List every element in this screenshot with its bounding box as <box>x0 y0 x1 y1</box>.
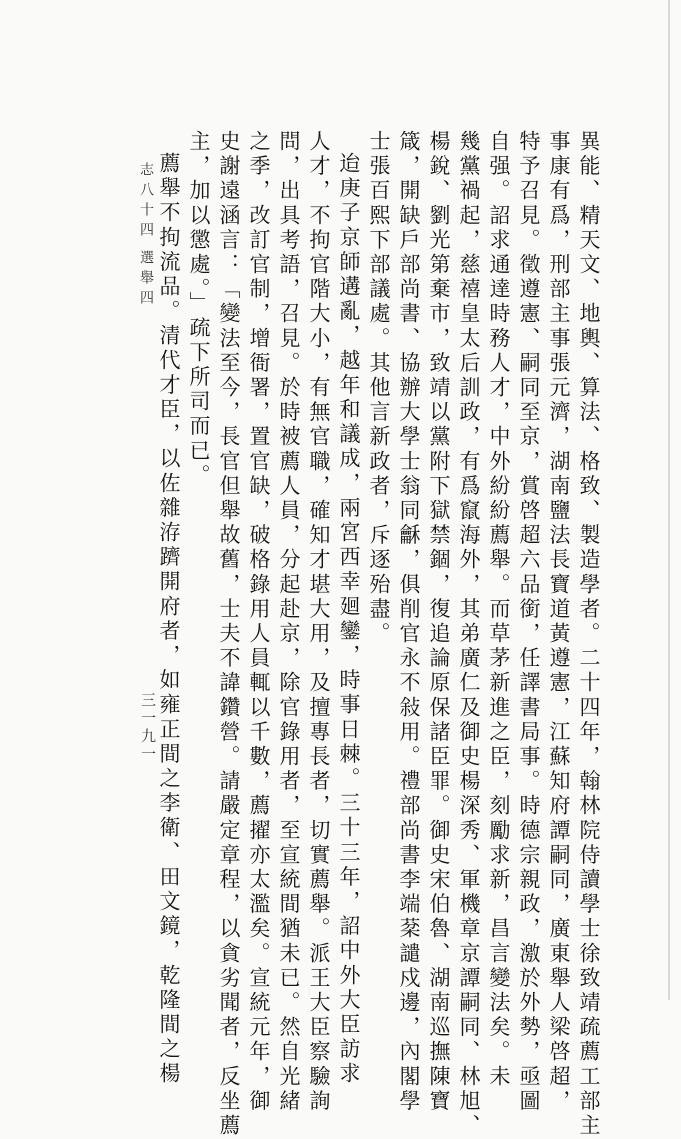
text-column: 異能、精天文、地輿、算法、格致、製造學者。二十四年，翰林院侍讀學士徐致靖疏薦工部主 <box>577 130 601 1139</box>
text-column: 迨庚子京師遘亂，越年和議成，兩宮西幸廻鑾，時事日棘。三十三年，詔中外大臣訪求 <box>337 152 361 1087</box>
text-column: 特予召見。徵遵憲、嗣同至京，賞啓超六品銜，任譯書局事。時德宗親政，激於外勢，亟圖 <box>517 130 541 1114</box>
text-column: 薦舉不拘流品。清代才臣，以佐雜洊躋開府者，如雍正間之李衛、田文鏡，乾隆間之楊 <box>157 152 181 1087</box>
running-head-volume: 志八十四 <box>138 162 154 242</box>
text-column: 問，出具考語，召見。於時被薦人員，分起赴京，除官錄用者，至宣統間猶未已。然自光緒 <box>277 130 301 1114</box>
text-column: 事康有爲，刑部主事張元濟，湖南鹽法長寶道黃遵憲，江蘇知府譚嗣同，廣東舉人梁啓超， <box>547 130 571 1114</box>
page-number: 三一九一 <box>139 692 157 764</box>
text-column: 楊銳、劉光第棄市，致靖以黨附下獄禁錮，復追論原保諸臣罪。御史宋伯魯、湖南巡撫陳寶 <box>427 130 451 1114</box>
text-column: 史謝遠涵言：「變法至今，長官但舉故舊，士夫不諱鑽營。請嚴定章程，以貪劣聞者，反坐薦 <box>217 130 241 1139</box>
text-column: 幾黨禍起，慈禧皇太后訓政，有爲竄海外，其弟廣仁及御史楊深秀、軍機章京譚嗣同、林旭、 <box>457 130 481 1139</box>
text-column: 人才，不拘官階大小，有無官職，確知才堪大用，及擅專長者，切實薦舉。派王大臣察驗詢 <box>307 130 331 1114</box>
text-column: 主，加以懲處。」疏下所司而已。 <box>187 130 211 489</box>
scan-edge-line <box>668 0 670 1000</box>
text-column: 自强。詔求通達時務人才，中外紛紛薦舉。而草茅新進之臣，刻勵求新，昌言變法矣。未 <box>487 130 511 1090</box>
text-column: 之季，改訂官制，增衙署，置官缺，破格錄用人員輒以千數，薦擢亦太濫矣。宣統元年，御 <box>247 130 271 1114</box>
text-column: 士張百熙下部議處。其他言新政者，斥逐殆盡。 <box>367 130 391 647</box>
text-column: 箴，開缺戶部尚書、協辦大學士翁同龢，俱削官永不敍用。禮部尚書李端棻譴戍邊，內閣學 <box>397 130 421 1114</box>
running-head-section: 選舉四 <box>138 250 154 310</box>
